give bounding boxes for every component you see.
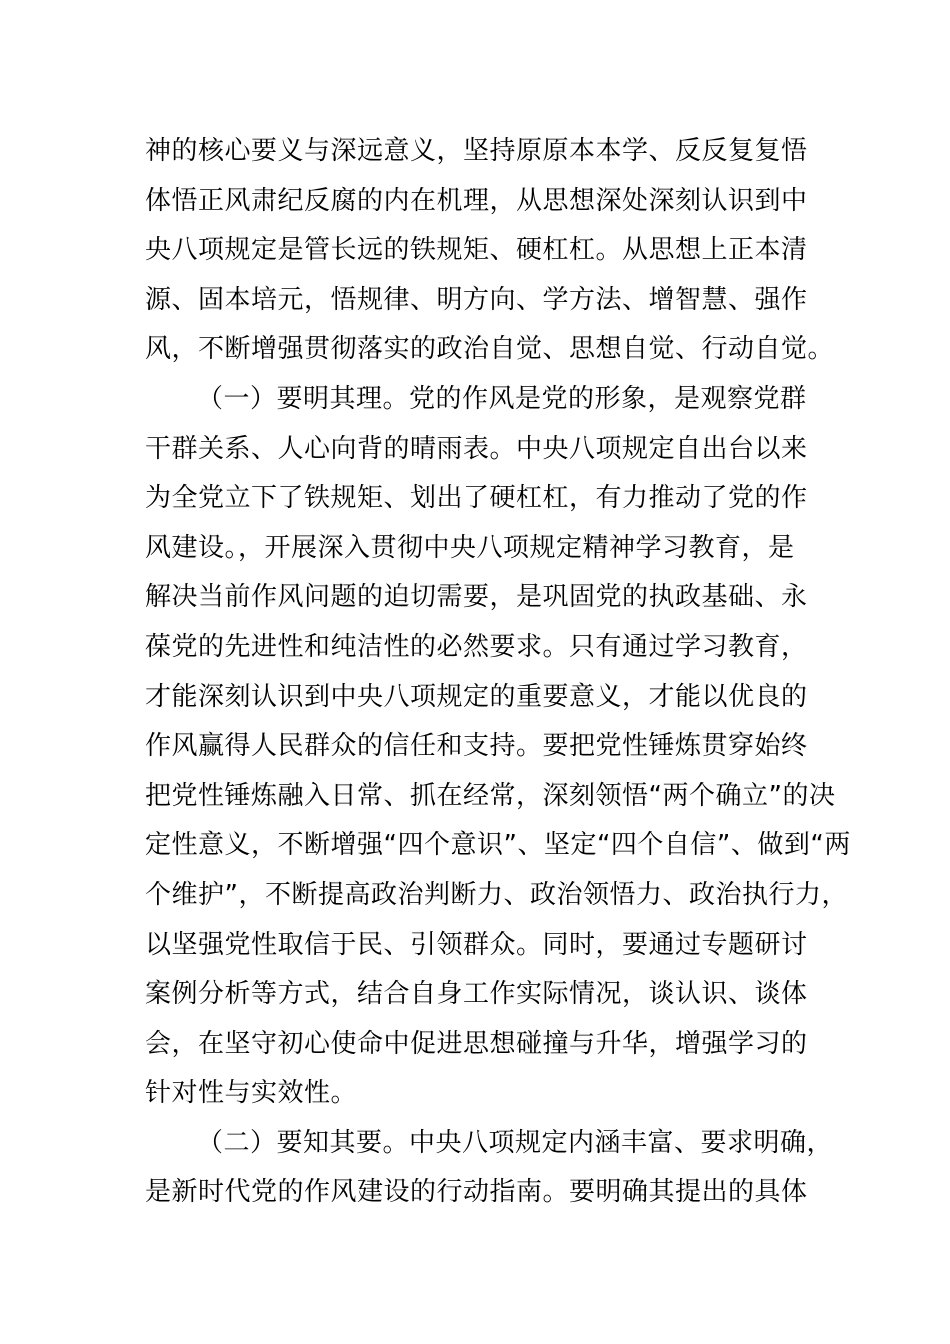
text-line: 体悟正风肃纪反腐的内在机理，从思想深处深刻认识到中: [145, 185, 808, 216]
text-line: 针对性与实效性。: [145, 1078, 358, 1109]
text-line: 以坚强党性取信于民、引领群众。同时，要通过专题研讨: [145, 929, 808, 960]
section-heading-line: （一）要明其理。党的作风是党的形象，是观察党群: [197, 383, 807, 414]
text-line: 才能深刻认识到中央八项规定的重要意义，才能以优良的: [145, 681, 808, 712]
text-line: 是新时代党的作风建设的行动指南。要明确其提出的具体: [145, 1177, 808, 1208]
body-text: [145, 127, 851, 1218]
text-line: 解决当前作风问题的迫切需要，是巩固党的执政基础、永: [145, 582, 808, 613]
text-line: 作风赢得人民群众的信任和支持。要把党性锤炼贯穿始终: [145, 731, 808, 762]
text-line: 会，在坚守初心使命中促进思想碰撞与升华，增强学习的: [145, 1028, 808, 1059]
text-line: 把党性锤炼融入日常、抓在经常，深刻领悟“两个确立”的决: [145, 780, 836, 811]
text-line: 个维护”，不断提高政治判断力、政治领悟力、政治执行力，: [145, 879, 848, 910]
text-line: 央八项规定是管长远的铁规矩、硬杠杠。从思想上正本清: [145, 235, 808, 266]
text-line: 干群关系、人心向背的晴雨表。中央八项规定自出台以来: [145, 433, 808, 464]
text-line: 风，不断增强贯彻落实的政治自觉、思想自觉、行动自觉。: [145, 334, 835, 365]
text-line: 案例分析等方式，结合自身工作实际情况，谈认识、谈体: [145, 979, 808, 1010]
text-line: 葆党的先进性和纯洁性的必然要求。只有通过学习教育，: [145, 631, 808, 662]
text-line: 神的核心要义与深远意义，坚持原原本本学、反反复复悟: [145, 136, 808, 166]
text-line: 风建设。，开展深入贯彻中央八项规定精神学习教育，是: [145, 532, 795, 563]
text-line: 定性意义，不断增强“四个意识”、坚定“四个自信”、做到“两: [145, 830, 851, 861]
section-heading-line: （二）要知其要。中央八项规定内涵丰富、要求明确，: [197, 1127, 834, 1158]
text-line: 源、固本培元，悟规律、明方向、学方法、增智慧、强作: [145, 284, 808, 315]
text-line: 为全党立下了铁规矩、划出了硬杠杠，有力推动了党的作: [145, 483, 808, 514]
